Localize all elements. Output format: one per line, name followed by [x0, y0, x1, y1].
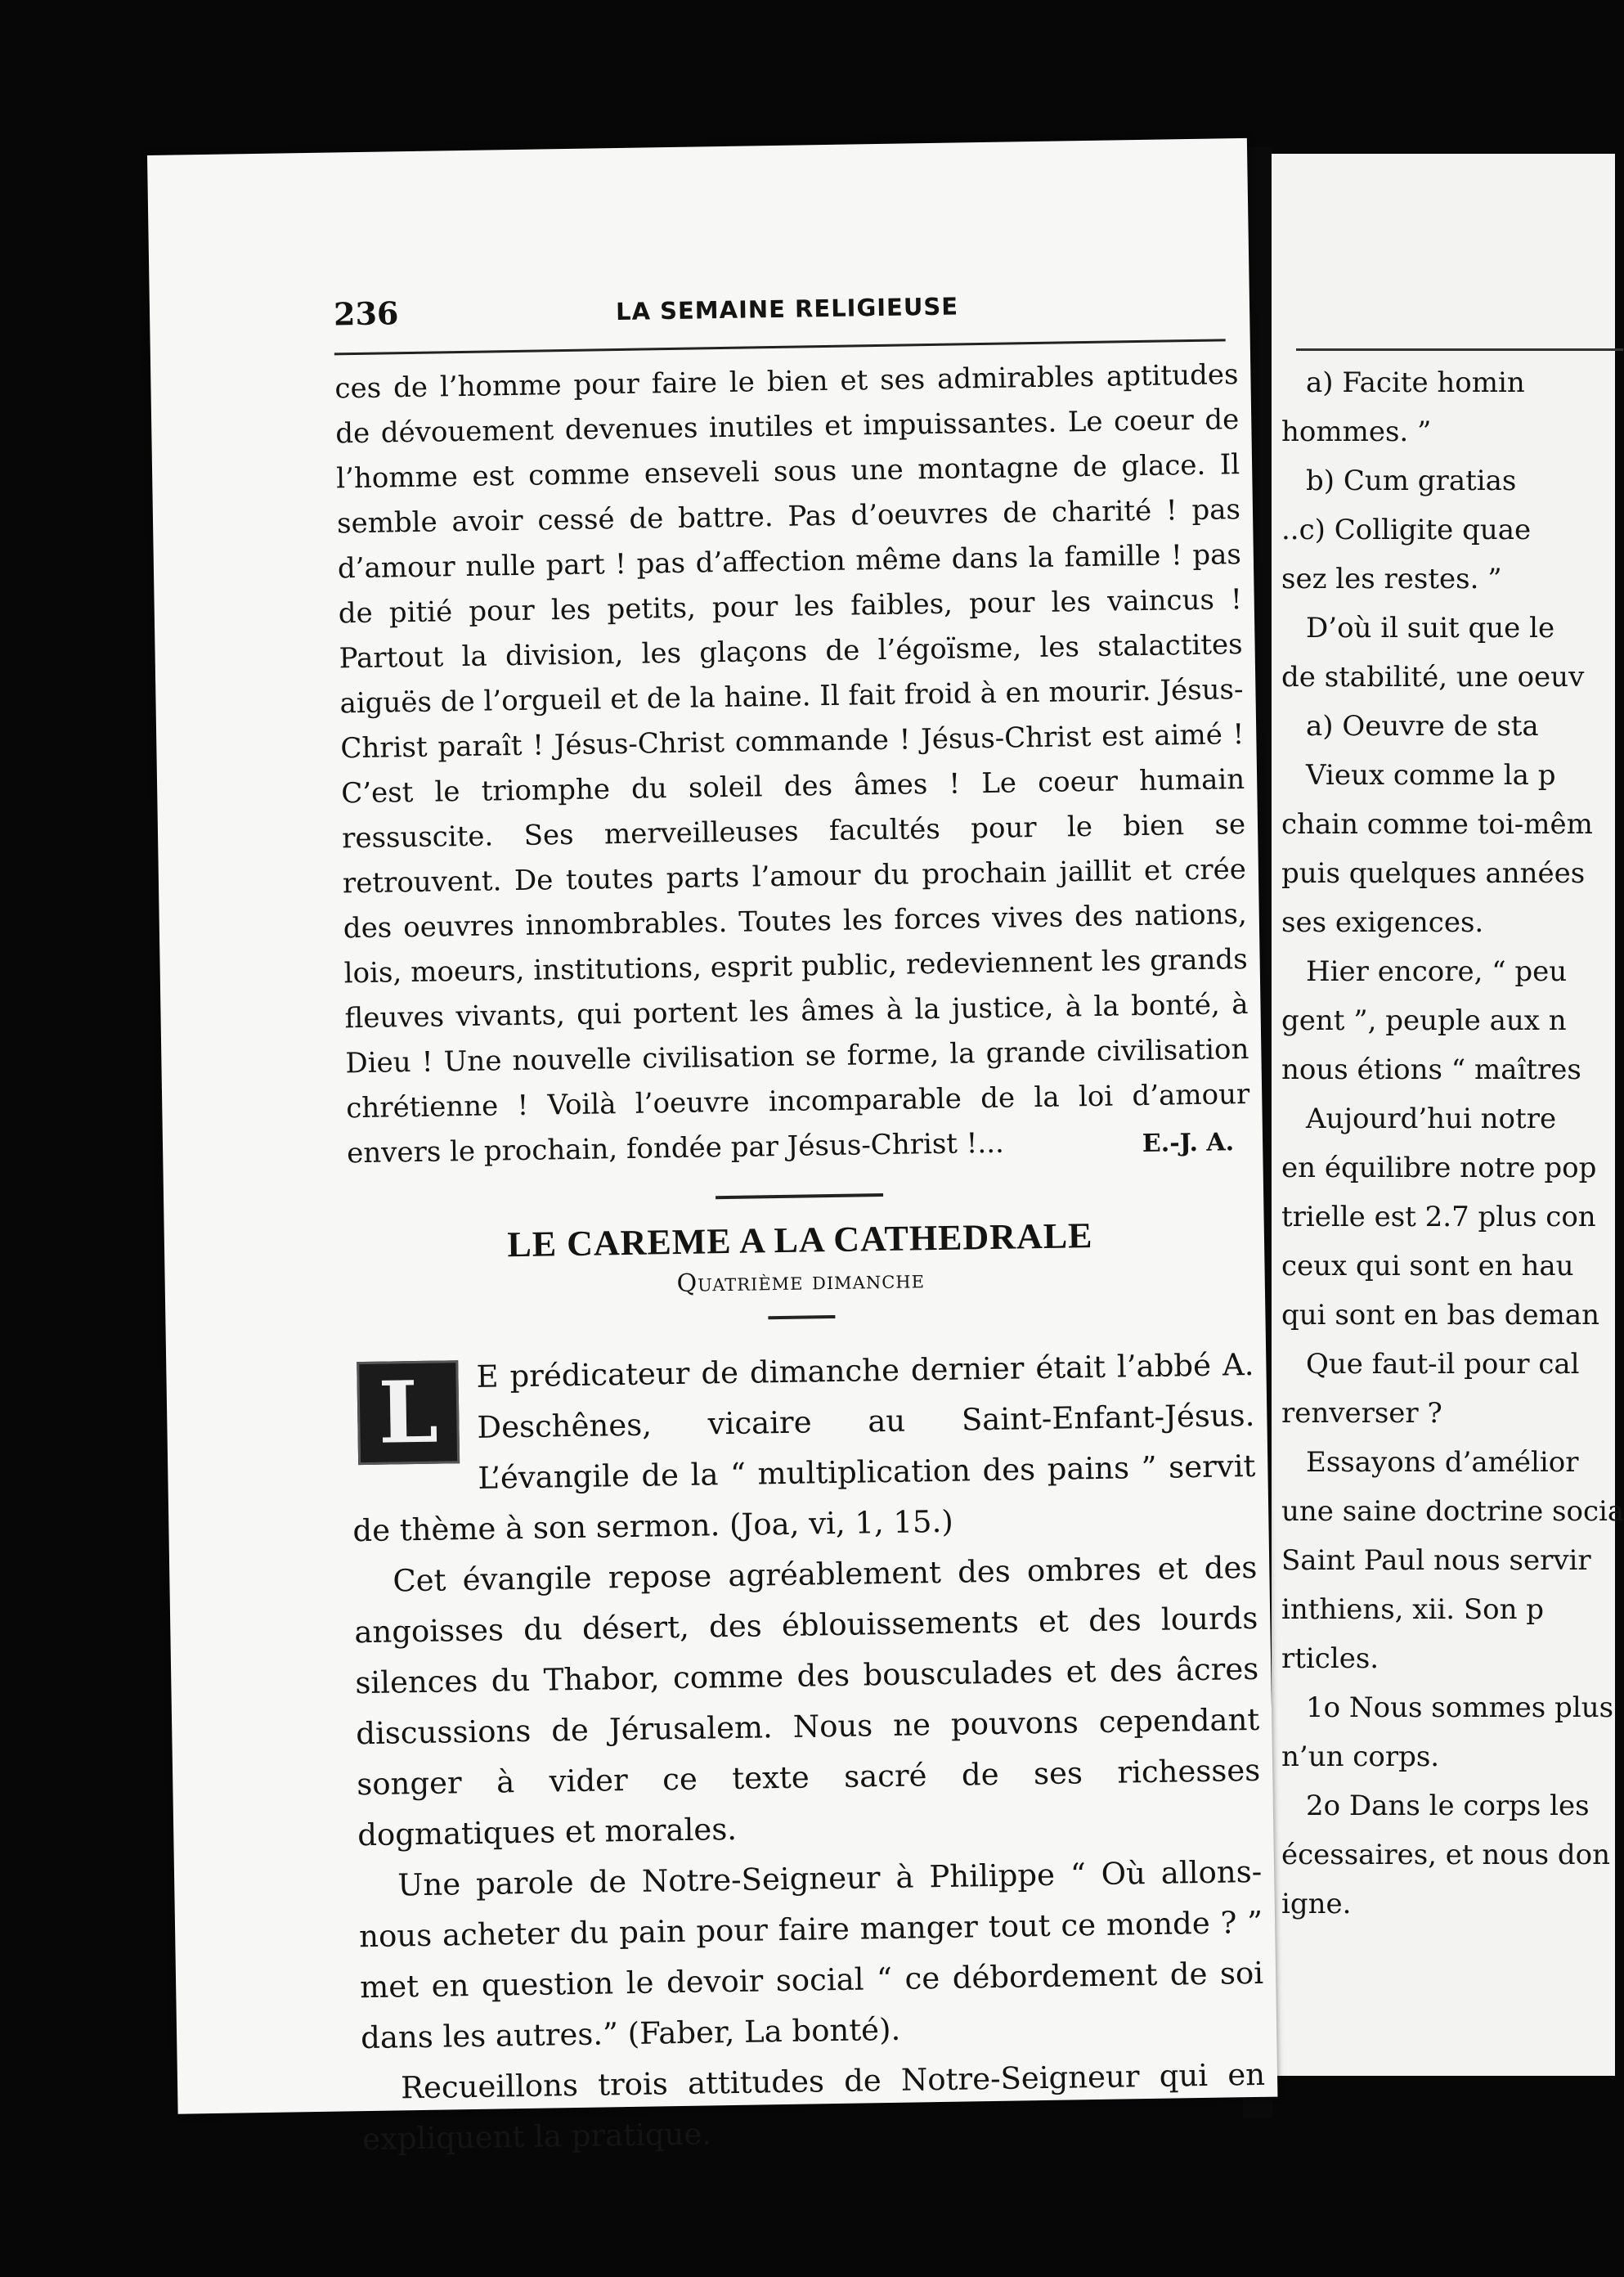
- text-line: igne.: [1281, 1888, 1352, 1920]
- text-line: Hier encore, “ peu: [1306, 955, 1568, 988]
- text-line: D’où il suit que le: [1306, 612, 1555, 644]
- text-line: chain comme toi-mêm: [1281, 808, 1593, 841]
- text-line: renverser ?: [1281, 1397, 1442, 1430]
- text-line: de stabilité, une oeuv: [1281, 661, 1585, 694]
- article-body: [350, 1340, 1266, 2165]
- text-line: sez les restes. ”: [1281, 563, 1502, 595]
- text-line: rticles.: [1281, 1642, 1380, 1675]
- text-line: Saint Paul nous servir: [1281, 1544, 1591, 1577]
- page-number: 236: [333, 294, 399, 333]
- text-line: ceux qui sont en hau: [1281, 1250, 1574, 1282]
- text-line: nous étions “ maîtres: [1281, 1053, 1581, 1086]
- text-line: a) Facite homin: [1306, 366, 1525, 399]
- article-paragraph: Recueillons trois attitudes de Notre-Seigneur qui en expliquent la pratique.: [361, 2056, 1266, 2158]
- text-line: gent ”, peuple aux n: [1281, 1004, 1567, 1037]
- text-line: trielle est 2.7 plus con: [1281, 1201, 1596, 1233]
- text-line: ..c) Colligite quae: [1281, 514, 1532, 546]
- header-rule: [1296, 348, 1623, 351]
- text-line: 2o Dans le corps les: [1306, 1790, 1590, 1822]
- article-title: LE CAREME A LA CATHEDRALE: [507, 1215, 1093, 1265]
- text-line: n’un corps.: [1281, 1740, 1440, 1773]
- right-page: [1272, 154, 1624, 2076]
- previous-article-text: ces de l’homme pour faire le bien et ses admirables aptitudes de dévouement devenues inutiles et impuissantes. Le coeur de l’homme est comme enseveli sous une montagne de glace. Il semble avoir cessé de battre. Pas d’oeuvres de charité ! pas d’amour nulle part ! pas d’affection même dans la famille ! pas de pitié pour les petits, pour les faibles, pour les vaincus ! Partout la division, les glaçons de l’égoïsme, les stalactites aiguës de l’orgueil et de la haine. Il fait froid à en mourir. Jésus-Christ paraît ! Jésus-Christ commande ! Jésus-Christ est aimé ! C’est le triomphe du soleil des âmes ! Le coeur humain ressuscite. Ses merveilleuses facultés pour le bien se retrouvent. De toutes parts l’amour du prochain jaillit et crée des oeuvres innombrables. Toutes les forces vives des nations, lois, moeurs, institutions, esprit public, redeviennent les grands fleuves vivants, qui portent les âmes à la justice, à la bonté, à Dieu ! Une nouvelle civilisation se forme, la grande civilisation chrétienne ! Voilà l’oeuvre incomparable de la loi d’amour envers le prochain, fondée par Jésus-Christ !...: [334, 358, 1250, 1170]
- article-subtitle: Quatrième dimanche: [676, 1265, 926, 1298]
- drop-cap: L: [357, 1360, 460, 1465]
- author-signature: E.-J. A.: [1142, 1128, 1235, 1159]
- text-line: hommes. ”: [1281, 415, 1432, 448]
- article-paragraph: Une parole de Notre-Seigneur à Philippe “ Où allons-nous acheter du pain pour faire manger tout ce monde ? ” met en question le devoir social “ ce débordement de soi dans les autres.” (Faber, La bonté).: [358, 1853, 1264, 2056]
- text-line: en équilibre notre pop: [1281, 1152, 1597, 1184]
- text-line: inthiens, xii. Son p: [1281, 1593, 1545, 1626]
- text-line: 1o Nous sommes plus: [1306, 1691, 1614, 1724]
- right-page-text: [1281, 358, 1624, 1929]
- text-line: Que faut-il pour cal: [1306, 1348, 1580, 1381]
- text-line: Essayons d’amélior: [1306, 1446, 1579, 1479]
- text-line: puis quelques années: [1281, 857, 1586, 890]
- text-line: qui sont en bas deman: [1281, 1299, 1600, 1332]
- text-line: écessaires, et nous don: [1281, 1839, 1611, 1871]
- page-header: [334, 281, 1226, 355]
- left-page: [147, 138, 1277, 2158]
- text-line: Vieux comme la p: [1306, 759, 1556, 792]
- article-paragraph: Cet évangile repose agréablement des ombres et des angoisses du désert, des éblouissements et des lourds silences du Thabor, comme des bousculades et des âcres discussions de Jérusalem. Nous ne pouvons cependant songer à vider ce texte sacré de ses richesses dogmatiques et morales.: [354, 1549, 1261, 1853]
- running-head: LA SEMAINE RELIGIEUSE: [615, 292, 959, 326]
- section-divider: [716, 1193, 883, 1199]
- text-line: b) Cum gratias: [1306, 465, 1517, 497]
- title-divider: [768, 1315, 835, 1319]
- article-paragraph: E prédicateur de dimanche dernier était l’abbé A. Deschênes, vicaire au Saint-Enfant-Jésus. L’évangile de la “ multiplication des pains ” servit de thème à son sermon. (Joa, vi, 1, 15.): [352, 1346, 1256, 1549]
- text-line: ses exigences.: [1281, 906, 1484, 939]
- text-line: une saine doctrine socia: [1281, 1495, 1624, 1528]
- page-body: [334, 353, 1266, 2165]
- text-line: Aujourd’hui notre: [1306, 1103, 1557, 1135]
- text-line: a) Oeuvre de sta: [1306, 710, 1539, 743]
